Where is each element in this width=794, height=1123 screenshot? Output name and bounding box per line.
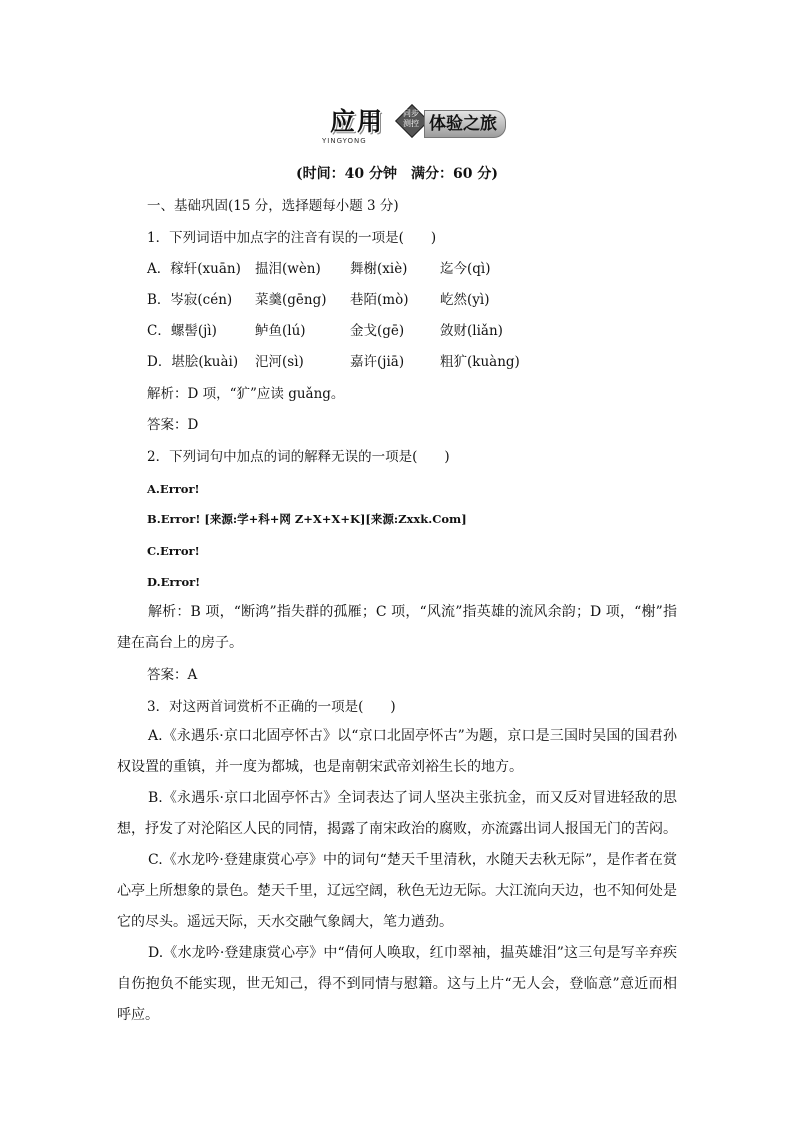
q3-stem: 3．对这两首词赏析不正确的一项是( ) xyxy=(147,699,396,715)
q2-answer: 答案：A xyxy=(147,667,198,683)
q2-option-d: D.Error! xyxy=(147,575,201,589)
section-heading: 一、基础巩固(15 分，选择题每小题 3 分) xyxy=(147,198,399,214)
q1-d-3: 嘉许(jiā) xyxy=(350,354,405,370)
q1-d-1: D．堪脍(kuài) xyxy=(147,354,239,370)
q1-b-3: 巷陌(mò) xyxy=(350,292,409,308)
banner-pinyin: YINGYONG xyxy=(322,137,367,145)
q1-option-row xyxy=(147,352,520,372)
q1-option-row xyxy=(147,321,503,341)
q1-stem: 1．下列词语中加点字的注音有误的一项是( ) xyxy=(147,230,437,246)
q3-option-c: C.《水龙吟·登建康赏心亭》中的词句“楚天千里清秋，水随天去秋无际”，是作者在赏心亭上所想象的景色。楚天千里，辽远空阔，秋色无边无际。大江流向天边，也不知何处是它的尽头。遥远天际，天水交融气象阔大，笔力遒劲。 xyxy=(117,852,677,930)
section-banner xyxy=(306,103,520,153)
q2-option-c: C.Error! xyxy=(147,544,200,558)
banner-small-text: 同步 测控 xyxy=(403,109,419,128)
q1-option-row xyxy=(147,290,489,310)
q1-analysis: 解析：D 项，“犷”应读 guǎng。 xyxy=(147,386,345,402)
q1-d-2: 汜河(sì) xyxy=(255,354,304,370)
q3-option-d: D.《水龙吟·登建康赏心亭》中“倩何人唤取，红巾翠袖，揾英雄泪”这三句是写辛弃疾自伤抱负不能实现，世无知己，得不到同情与慰籍。这与上片“无人会，登临意”意近而相呼应。 xyxy=(117,945,677,1023)
q3-option-b: B.《永遇乐·京口北固亭怀古》全词表达了词人坚决主张抗金，而又反对冒进轻敌的思想，抒发了对沦陷区人民的同情，揭露了南宋政治的腐败，亦流露出词人报国无门的苦闷。 xyxy=(117,790,677,837)
banner-subtitle: 体验之旅 xyxy=(424,110,506,138)
q1-b-1: B．岑寂(cén) xyxy=(147,292,233,308)
q1-b-4: 屹然(yì) xyxy=(440,292,490,308)
q1-b-2: 菜羹(gēng) xyxy=(255,292,327,308)
time-limit-line: (时间：40 分钟 满分：60 分) xyxy=(296,166,498,182)
q1-c-2: 鲈鱼(lú) xyxy=(255,323,306,339)
q2-option-b: B.Error! [来源:学+科+网 Z+X+X+K][来源:Zxxk.Com] xyxy=(147,512,467,526)
q2-stem: 2．下列词句中加点的词的解释无误的一项是( ) xyxy=(147,449,450,465)
q2-option-a: A.Error! xyxy=(147,482,200,496)
q1-c-1: C．螺髻(jì) xyxy=(147,323,217,339)
q1-a-2: 揾泪(wèn) xyxy=(255,261,321,277)
banner-main-text: 应用 xyxy=(330,107,385,136)
q1-a-4: 迄今(qì) xyxy=(440,261,491,277)
q1-c-4: 敛财(liǎn) xyxy=(440,323,503,339)
q1-option-row xyxy=(147,259,491,279)
q1-c-3: 金戈(gē) xyxy=(350,323,405,339)
q1-a-3: 舞榭(xiè) xyxy=(350,261,408,277)
q2-analysis: 解析：B 项，“断鸿”指失群的孤雁；C 项，“风流”指英雄的流风余韵；D 项，“榭”指建在高台上的房子。 xyxy=(117,604,677,651)
q3-option-a: A.《永遇乐·京口北固亭怀古》以“京口北固亭怀古”为题，京口是三国时吴国的国君孙权设置的重镇，并一度为都城，也是南朝宋武帝刘裕生长的地方。 xyxy=(117,728,677,775)
q1-a-1: A．稼轩(xuān) xyxy=(147,261,241,277)
q1-d-4: 粗犷(kuàng) xyxy=(440,354,520,370)
q1-answer: 答案：D xyxy=(147,417,199,433)
